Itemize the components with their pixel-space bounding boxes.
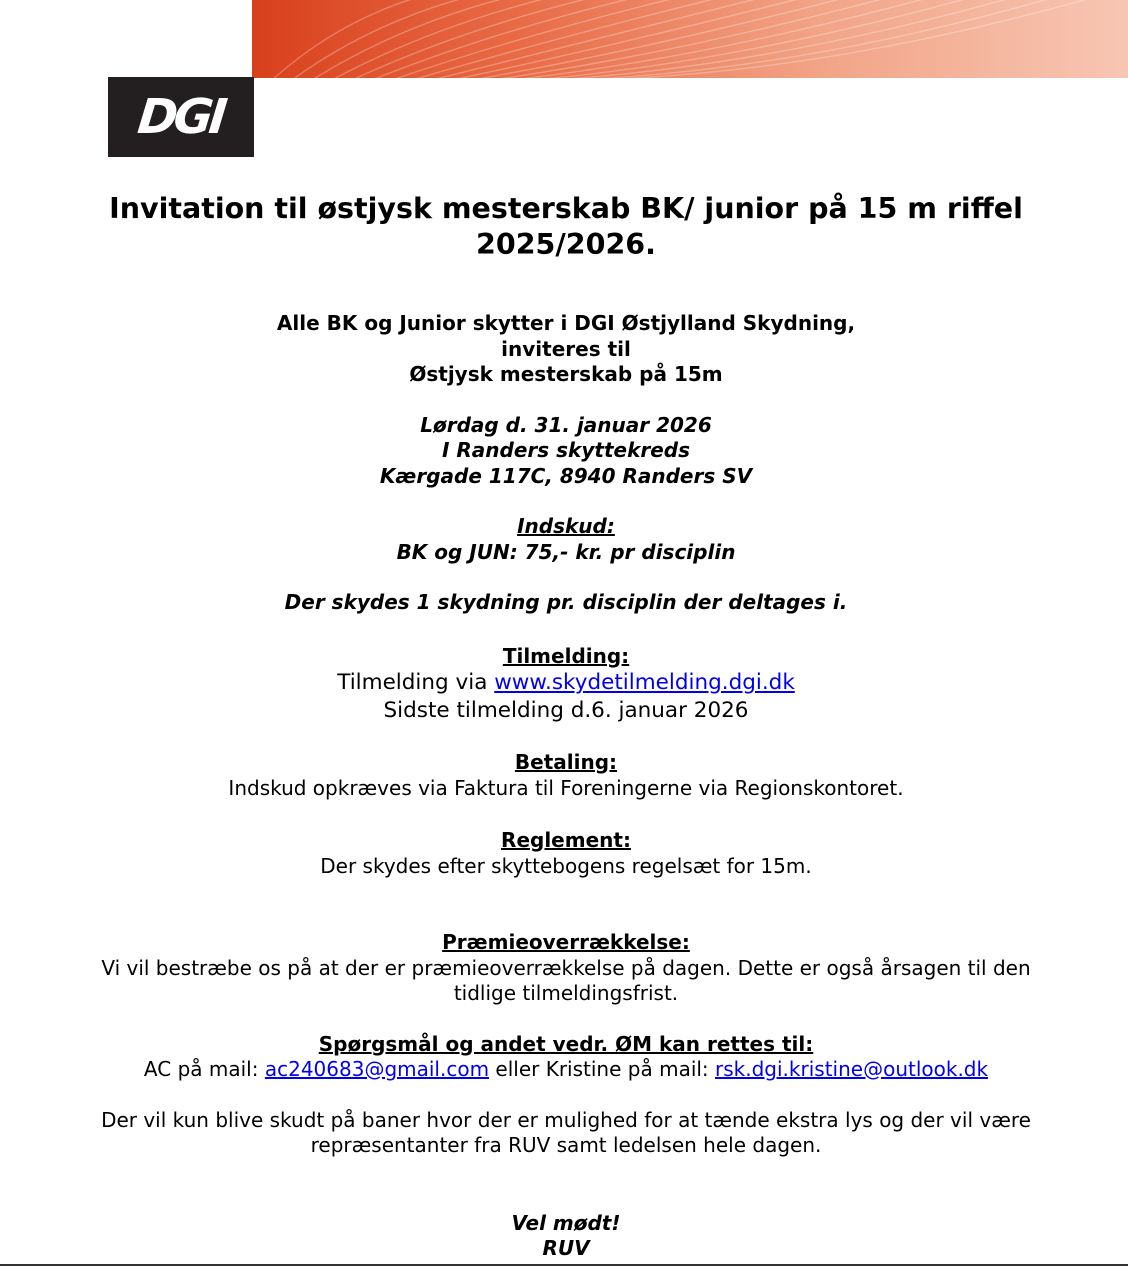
title-line-1: Invitation til østjysk mesterskab BK/ junior på 15 m riffel	[109, 192, 1023, 225]
registration-prefix: Tilmelding via	[337, 670, 495, 695]
contact-email-kristine[interactable]: rsk.dgi.kristine@outlook.dk	[715, 1057, 989, 1081]
fee-heading: Indskud:	[517, 514, 615, 538]
invitation-body	[60, 191, 1072, 1262]
contact-middle: eller Kristine på mail:	[489, 1057, 716, 1081]
awards-line-2: tidlige tilmeldingsfrist.	[453, 981, 679, 1005]
event-date: Lørdag d. 31. januar 2026	[420, 412, 712, 437]
dgi-logo	[108, 77, 254, 157]
awards-line-1: Vi vil bestræbe os på at der er præmieoverrækkelse på dagen. Dette er også årsagen til den	[101, 955, 1031, 980]
intro-line-2: inviteres til	[501, 336, 631, 361]
questions-block	[60, 1032, 1072, 1083]
closing-greeting: Vel mødt!	[511, 1210, 621, 1235]
contact-email-ac[interactable]: ac240683@gmail.com	[264, 1057, 490, 1081]
event-venue: I Randers skyttekreds	[441, 438, 691, 462]
contact-line	[60, 1057, 1072, 1083]
rules-heading: Reglement:	[501, 828, 631, 852]
notice-block	[60, 1108, 1072, 1159]
logo-text: DGI	[135, 89, 227, 145]
intro-block	[60, 311, 1072, 388]
intro-line-1: Alle BK og Junior skytter i DGI Østjylland Skydning,	[276, 311, 856, 335]
questions-heading: Spørgsmål og andet vedr. ØM kan rettes til:	[318, 1031, 814, 1056]
title-line-2: 2025/2026.	[476, 228, 656, 261]
payment-text: Indskud opkræves via Faktura til Foreningerne via Regionskontoret.	[228, 775, 904, 800]
payment-heading: Betaling:	[514, 750, 618, 774]
contact-prefix: AC på mail:	[143, 1057, 265, 1081]
event-block	[60, 413, 1072, 490]
registration-line	[60, 669, 1072, 697]
closing-block	[60, 1211, 1072, 1262]
closing-signature: RUV	[542, 1236, 590, 1260]
registration-link[interactable]: www.skydetilmelding.dgi.dk	[494, 670, 795, 695]
notice-line-1: Der vil kun blive skudt på baner hvor der er mulighed for at tænde ekstra lys og der vil være	[101, 1107, 1031, 1132]
awards-heading: Præmieoverrækkelse:	[442, 930, 690, 954]
event-address: Kærgade 117C, 8940 Randers SV	[379, 463, 753, 488]
intro-line-3: Østjysk mesterskab på 15m	[409, 362, 723, 386]
fee-text: BK og JUN: 75,- kr. pr disciplin	[396, 539, 736, 564]
fee-block	[60, 514, 1072, 565]
awards-block	[60, 930, 1072, 1007]
registration-block	[60, 644, 1072, 726]
payment-block	[60, 750, 1072, 801]
banner-swirl-graphic	[252, 0, 1128, 78]
header-banner	[252, 0, 1128, 78]
page-title	[60, 191, 1072, 263]
page-bottom-divider	[0, 1264, 1128, 1266]
notice-line-2: repræsentanter fra RUV samt ledelsen hele dagen.	[310, 1133, 822, 1157]
rules-block	[60, 828, 1072, 879]
registration-deadline: Sidste tilmelding d.6. januar 2026	[383, 698, 749, 723]
discipline-note: Der skydes 1 skydning pr. disciplin der deltages i.	[284, 590, 848, 614]
registration-heading: Tilmelding:	[502, 643, 630, 668]
rules-text: Der skydes efter skyttebogens regelsæt for 15m.	[320, 853, 812, 878]
